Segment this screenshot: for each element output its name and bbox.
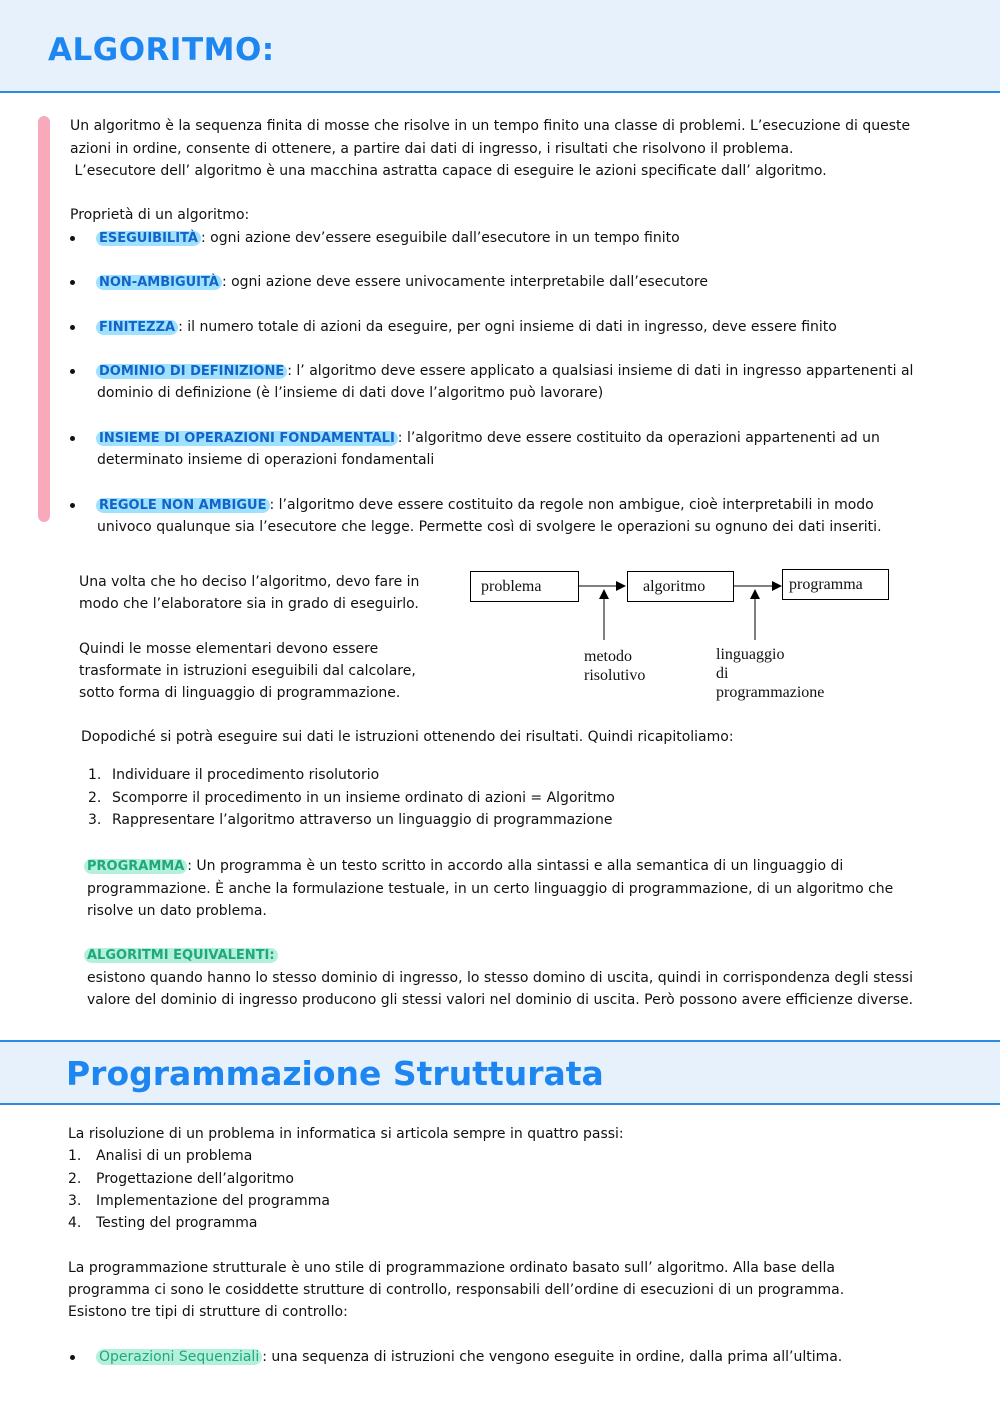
- diagram-label: di: [716, 665, 729, 682]
- section2-step: 1. Analisi di un problema: [68, 1148, 253, 1164]
- bullet-icon: [70, 236, 75, 241]
- control-structure-term: Operazioni Sequenziali: [96, 1349, 262, 1365]
- section2-step: 2. Progettazione dell’algoritmo: [68, 1171, 294, 1187]
- section2-step: 4. Testing del programma: [68, 1215, 258, 1231]
- property-text-cont: determinato insieme di operazioni fondamentali: [97, 452, 435, 468]
- section2-para-line: Esistono tre tipi di strutture di controllo:: [68, 1304, 348, 1320]
- bullet-icon: [70, 325, 75, 330]
- property-item: [96, 360, 913, 384]
- property-item: [96, 494, 874, 518]
- property-item: [96, 227, 680, 251]
- side-text-line: trasformate in istruzioni eseguibili dal calcolare,: [79, 663, 416, 679]
- equiv-line: esistono quando hanno lo stesso dominio di ingresso, lo stesso domino di uscita, quindi in corrispondenza degli stessi: [87, 970, 913, 986]
- recap-intro: Dopodiché si potrà eseguire sui dati le istruzioni ottenendo dei risultati. Quindi ricapitoliamo:: [81, 729, 734, 745]
- property-text: : il numero totale di azioni da eseguire, per ogni insieme di dati in ingresso, deve essere finito: [178, 319, 837, 335]
- property-term: FINITEZZA: [96, 320, 178, 335]
- equiv-heading: [84, 944, 278, 968]
- property-text: : l’algoritmo deve essere costituito da regole non ambigue, cioè interpretabili in modo: [269, 497, 874, 513]
- property-item: [96, 271, 708, 295]
- property-term: NON-AMBIGUITÀ: [96, 275, 222, 290]
- property-text-cont: univoco qualunque sia l’esecutore che legge. Permette così di svolgere le operazioni su ognuno dei dati inseriti.: [97, 519, 882, 535]
- diagram-box-algoritmo: algoritmo: [627, 571, 734, 602]
- recap-step: 1. Individuare il procedimento risolutorio: [88, 767, 380, 783]
- section2-para-line: programma ci sono le cosiddette strutture di controllo, responsabili dell’ordine di esecuzioni di un programma.: [68, 1282, 845, 1298]
- intro-line: azioni in ordine, consente di ottenere, a partire dai dati di ingresso, i risultati che risolvono il problema.: [70, 141, 794, 157]
- property-text: : l’ algoritmo deve essere applicato a qualsiasi insieme di dati in ingresso appartenenti al: [287, 363, 914, 379]
- section2-step: 3. Implementazione del programma: [68, 1193, 330, 1209]
- property-text: : ogni azione deve essere univocamente interpretabile dall’esecutore: [221, 274, 708, 290]
- section2-intro: La risoluzione di un problema in informatica si articola sempre in quattro passi:: [68, 1126, 624, 1142]
- property-text: : ogni azione dev’essere eseguibile dall’esecutore in un tempo finito: [200, 230, 680, 246]
- bullet-icon: [70, 369, 75, 374]
- diagram-label: programmazione: [716, 684, 825, 701]
- control-structure-item: Operazioni Sequenziali : una sequenza di istruzioni che vengono eseguite in ordine, dalla prima all’ultima.: [96, 1346, 842, 1369]
- equiv-line: valore del dominio di ingresso producono gli stessi valori nel dominio di uscita. Però possono avere efficienze diverse.: [87, 992, 914, 1008]
- side-text-line: sotto forma di linguaggio di programmazione.: [79, 685, 401, 701]
- side-text-line: Quindi le mosse elementari devono essere: [79, 641, 379, 657]
- property-term: DOMINIO DI DEFINIZIONE: [96, 364, 287, 379]
- diagram-box-problema: problema: [470, 571, 579, 602]
- intro-line: Un algoritmo è la sequenza finita di mosse che risolve in un tempo finito una classe di problemi. L’esecuzione di queste: [70, 118, 911, 134]
- property-text: : l’algoritmo deve essere costituito da operazioni appartenenti ad un: [397, 430, 880, 446]
- bullet-icon: [70, 1355, 75, 1360]
- property-item: [96, 427, 880, 451]
- diagram-label: linguaggio: [716, 646, 785, 663]
- property-text-cont: dominio di definizione (è l’insieme di dati dove l’algoritmo può lavorare): [97, 385, 604, 401]
- diagram-box-programma: programma: [782, 569, 889, 600]
- recap-step: 3. Rappresentare l’algoritmo attraverso un linguaggio di programmazione: [88, 812, 613, 828]
- properties-heading: Proprietà di un algoritmo:: [70, 207, 250, 223]
- section2-para-line: La programmazione strutturale è uno stile di programmazione ordinato basato sull’ algoritmo. Alla base della: [68, 1260, 835, 1276]
- side-text-line: Una volta che ho deciso l’algoritmo, devo fare in: [79, 574, 420, 590]
- side-text-line: modo che l’elaboratore sia in grado di eseguirlo.: [79, 596, 419, 612]
- programma-term: PROGRAMMA: [84, 859, 187, 874]
- bullet-icon: [70, 436, 75, 441]
- equiv-term: ALGORITMI EQUIVALENTI:: [84, 948, 278, 963]
- decorative-side-bar: [38, 116, 50, 522]
- intro-line: L’esecutore dell’ algoritmo è una macchina astratta capace di eseguire le azioni specificate dall’ algoritmo.: [70, 163, 827, 179]
- bullet-icon: [70, 503, 75, 508]
- programma-line: risolve un dato problema.: [87, 903, 267, 919]
- property-term: ESEGUIBILITÀ: [96, 231, 201, 246]
- recap-step: 2. Scomporre il procedimento in un insieme ordinato di azioni = Algoritmo: [88, 790, 615, 806]
- programma-line: programmazione. È anche la formulazione testuale, in un certo linguaggio di programmazione, di un algoritmo che: [87, 881, 894, 897]
- section-title-programmazione: Programmazione Strutturata: [66, 1054, 604, 1093]
- property-item: [96, 316, 837, 340]
- diagram-label: metodo: [584, 648, 632, 665]
- property-term: REGOLE NON AMBIGUE: [96, 498, 270, 513]
- property-term: INSIEME DI OPERAZIONI FONDAMENTALI: [96, 431, 398, 446]
- section-title-algoritmo: ALGORITMO:: [48, 32, 275, 68]
- programma-definition: PROGRAMMA : Un programma è un testo scritto in accordo alla sintassi e alla semantica di un linguaggio di: [84, 855, 843, 879]
- bullet-icon: [70, 280, 75, 285]
- diagram-label: risolutivo: [584, 667, 646, 684]
